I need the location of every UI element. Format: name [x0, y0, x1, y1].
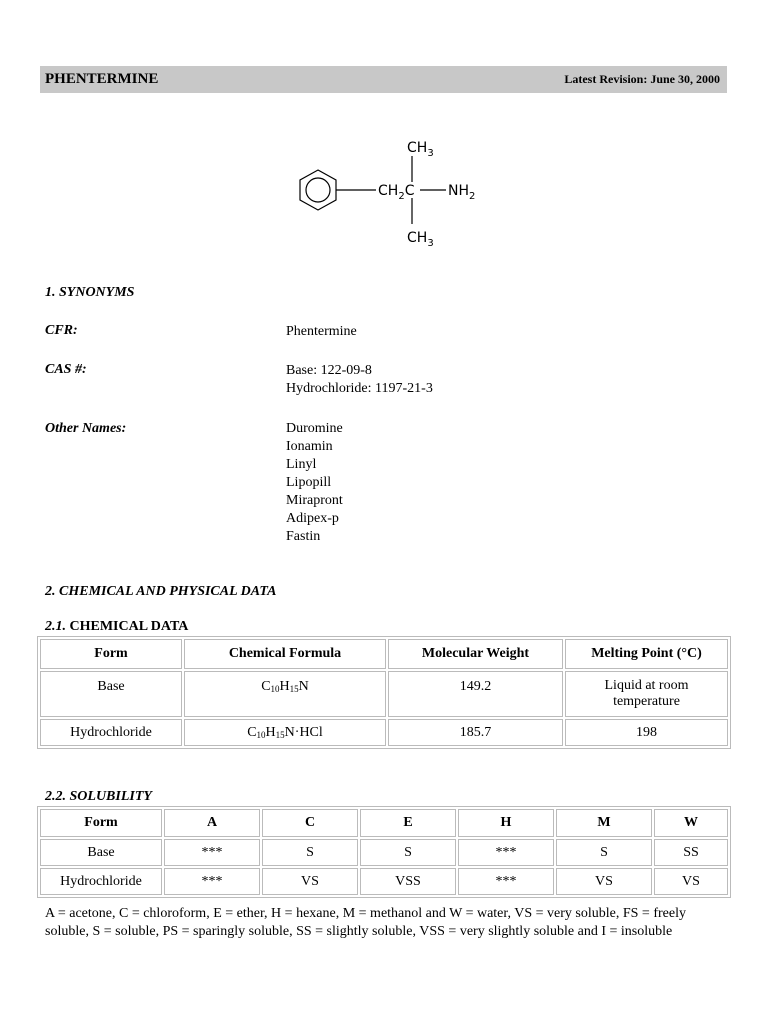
melting-point-cell: 198 — [565, 719, 728, 746]
melting-point-cell: Liquid at room temperature — [565, 671, 728, 717]
other-name: Fastin — [286, 529, 321, 544]
cfr-name: Phentermine — [286, 324, 357, 339]
other-name: Lipopill — [286, 475, 332, 490]
solubility-heading: 2.2. SOLUBILITY — [45, 789, 152, 804]
solubility-cell: VS — [654, 868, 728, 895]
table-header-row — [40, 639, 728, 669]
ch2-group: $CH_2C$ — [378, 183, 415, 202]
cas-base: Base: 122-09-8 — [286, 363, 372, 378]
cfr-value — [286, 323, 357, 341]
solubility-cell: S — [262, 839, 358, 866]
table-row — [40, 839, 728, 866]
solubility-legend: A = acetone, C = chloroform, E = ether, H = hexane, M = methanol and W = water, VS = very soluble, FS = freely soluble, S = soluble, PS = sparingly soluble, SS = slightly soluble, VSS = very slightly soluble and I = insoluble — [45, 906, 686, 939]
solubility-cell: S — [360, 839, 456, 866]
chemical-data-number: 2.1. — [45, 619, 66, 634]
column-header: Chemical Formula — [184, 639, 386, 669]
chemical-data-heading — [45, 619, 188, 635]
structural-formula — [290, 128, 510, 253]
form-cell: Hydrochloride — [40, 868, 162, 895]
cas-label: CAS #: — [45, 362, 87, 377]
form-cell: Base — [40, 671, 182, 717]
cas-hydrochloride: Hydrochloride: 1197-21-3 — [286, 381, 433, 396]
other-name: Ionamin — [286, 439, 333, 454]
table-row — [40, 719, 728, 746]
top-methyl-group: $CH_3$ — [407, 140, 434, 159]
revision-date: Latest Revision: June 30, 2000 — [564, 72, 720, 86]
molecular-weight-cell: 185.7 — [388, 719, 563, 746]
column-header: Melting Point (°C) — [565, 639, 728, 669]
chemical-data-table — [37, 636, 731, 749]
column-header: Molecular Weight — [388, 639, 563, 669]
page-header — [40, 66, 727, 93]
column-header: W — [654, 809, 728, 837]
page-title: PHENTERMINE — [45, 71, 159, 87]
other-names-list — [286, 420, 343, 546]
chemical-data-title: CHEMICAL DATA — [69, 619, 189, 634]
solubility-cell: *** — [164, 868, 260, 895]
molecular-weight-cell: 149.2 — [388, 671, 563, 717]
formula-cell: $C_{10}H_{15}N$ — [184, 671, 386, 717]
solubility-cell: *** — [164, 839, 260, 866]
table-row — [40, 868, 728, 895]
column-header: A — [164, 809, 260, 837]
cas-values — [286, 362, 433, 398]
cfr-label: CFR: — [45, 323, 78, 338]
amine-group: $NH_2$ — [448, 183, 476, 202]
table-row — [40, 671, 728, 717]
column-header: Form — [40, 809, 162, 837]
chemical-physical-heading: 2. CHEMICAL AND PHYSICAL DATA — [45, 584, 277, 599]
synonyms-heading: 1. SYNONYMS — [45, 285, 135, 300]
column-header: Form — [40, 639, 182, 669]
solubility-table — [37, 806, 731, 898]
solubility-cell: VS — [556, 868, 652, 895]
column-header: E — [360, 809, 456, 837]
other-name: Duromine — [286, 421, 343, 436]
solubility-cell: *** — [458, 839, 554, 866]
solubility-cell: VSS — [360, 868, 456, 895]
formula-cell: $C_{10}H_{15}N\cdot HCl$ — [184, 719, 386, 746]
other-names-label: Other Names: — [45, 421, 127, 436]
solubility-cell: S — [556, 839, 652, 866]
other-name: Mirapront — [286, 493, 343, 508]
solubility-cell: *** — [458, 868, 554, 895]
form-cell: Hydrochloride — [40, 719, 182, 746]
solubility-cell: VS — [262, 868, 358, 895]
solubility-cell: SS — [654, 839, 728, 866]
other-name: Adipex-p — [286, 511, 339, 526]
column-header: C — [262, 809, 358, 837]
form-cell: Base — [40, 839, 162, 866]
table-header-row — [40, 809, 728, 837]
column-header: M — [556, 809, 652, 837]
benzene-ring — [300, 170, 336, 210]
bottom-methyl-group: $CH_3$ — [407, 230, 434, 249]
benzene-ring-circle — [306, 178, 330, 202]
other-name: Linyl — [286, 457, 317, 472]
column-header: H — [458, 809, 554, 837]
